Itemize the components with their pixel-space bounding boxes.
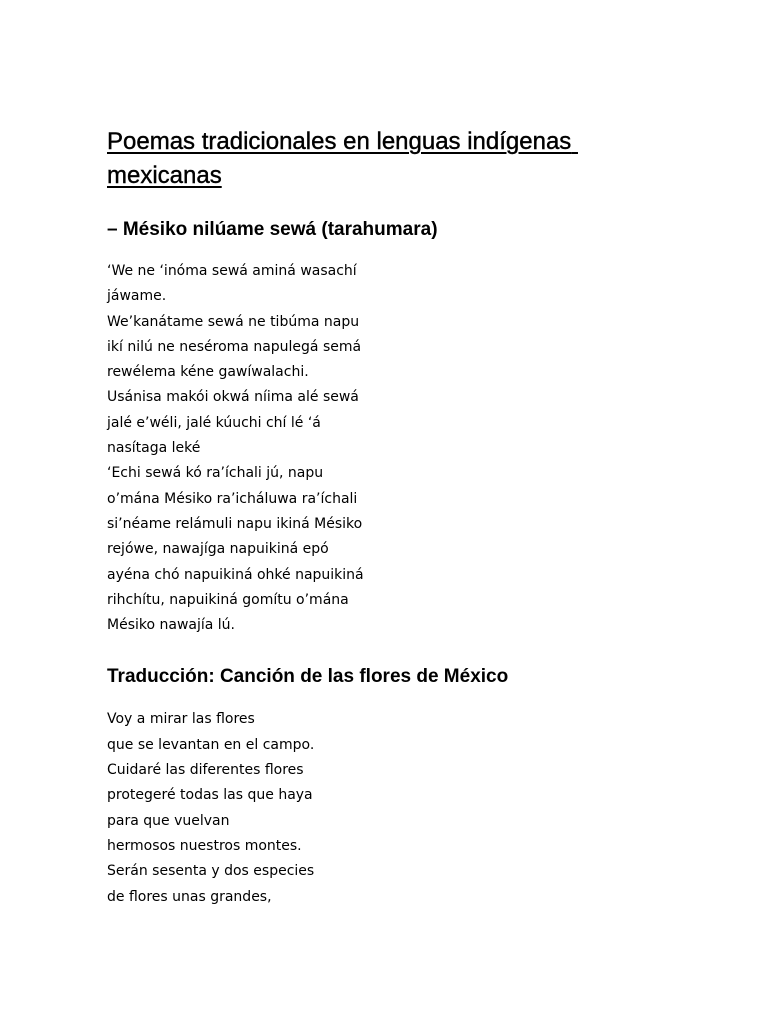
translation-line: Cuidaré las diferentes flores	[107, 762, 304, 779]
translation-line: para que vuelvan	[107, 812, 230, 829]
translation-line: Serán sesenta y dos especies	[107, 863, 315, 880]
poem-lines	[107, 259, 707, 638]
poem-line: ‘Echi sewá kó ra’íchali jú, napu	[107, 465, 324, 482]
document-title-line-1: Poemas tradicionales en lenguas indígenas	[107, 128, 572, 155]
translation-line: Voy a mirar las flores	[107, 711, 255, 728]
poem-line: ikí nilú ne neséroma napulegá semá	[107, 338, 362, 355]
translation-heading: Traducción: Canción de las flores de México	[107, 666, 509, 688]
poem-line: rewélema kéne gawíwalachi.	[107, 364, 309, 381]
document-title-line-2: mexicanas	[107, 162, 222, 189]
poem-line: jáwame.	[107, 288, 167, 305]
document-title	[107, 125, 707, 193]
poem-line: ayéna chó napuikiná ohké napuikiná	[107, 566, 364, 583]
translation-line: de flores unas grandes,	[107, 888, 272, 905]
translation-lines	[107, 707, 707, 909]
poem-line: jalé e’wéli, jalé kúuchi chí lé ‘á	[107, 414, 321, 431]
poem-line: ‘We ne ‘inóma sewá aminá wasachí	[107, 263, 357, 279]
poem-line: rihchítu, napuikiná gomítu o’mána	[107, 591, 349, 608]
poem-line: si’néame relámuli napu ikiná Mésiko	[107, 515, 363, 532]
translation-line: hermosos nuestros montes.	[107, 837, 302, 854]
poem-line: We’kanátame sewá ne tibúma napu	[107, 313, 360, 330]
poem-heading: – Mésiko nilúame sewá (tarahumara)	[107, 219, 438, 240]
poem-line: o’mána Mésiko ra’icháluwa ra’íchali	[107, 490, 358, 507]
translation-line: protegeré todas las que haya	[107, 787, 313, 804]
document-page	[107, 125, 707, 910]
poem-line: rejówe, nawajíga napuikiná epó	[107, 541, 329, 558]
poem-line: Mésiko nawajía lú.	[107, 617, 236, 634]
translation-line: que se levantan en el campo.	[107, 736, 315, 753]
poem-line: Usánisa makói okwá níima alé sewá	[107, 389, 359, 406]
poem-line: nasítaga leké	[107, 440, 201, 457]
